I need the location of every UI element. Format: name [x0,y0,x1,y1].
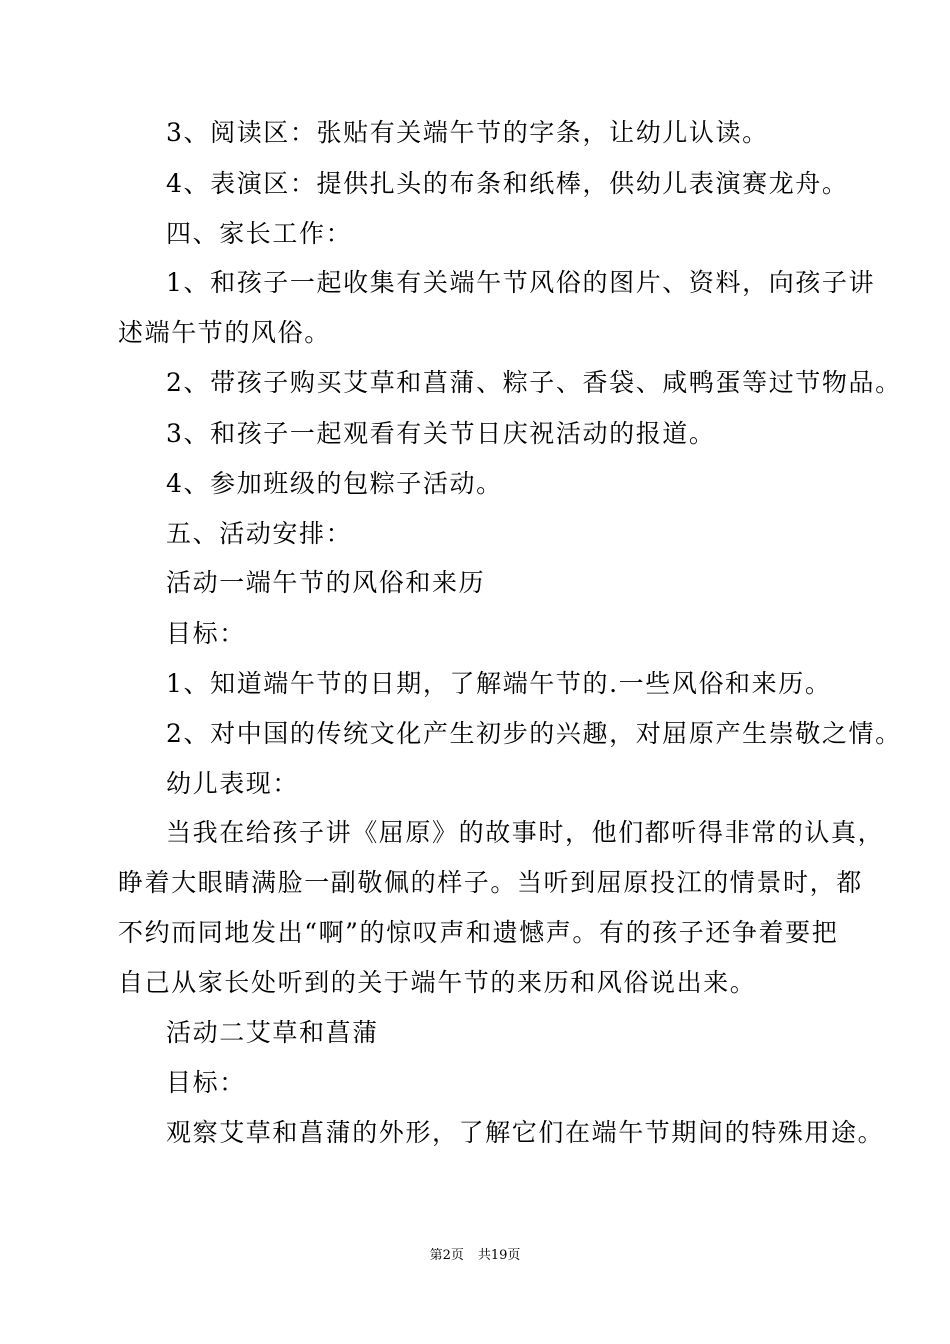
paragraph-line: 4、表演区：提供扎头的布条和纸棒，供幼儿表演赛龙舟。 [166,169,849,198]
subheading: 目标： [166,619,246,648]
section-heading: 四、家长工作： [166,219,353,248]
paragraph-line: 观察艾草和菖蒲的外形，了解它们在端午节期间的特殊用途。 [166,1118,885,1147]
activity-title: 活动二艾草和菖蒲 [166,1018,379,1047]
paragraph-line: 当我在给孩子讲《屈原》的故事时，他们都听得非常的认真， [166,818,885,847]
subheading: 幼儿表现： [166,769,300,798]
paragraph-line: 2、对中国的传统文化产生初步的兴趣，对屈原产生崇敬之情。 [166,719,902,748]
page-total: 共19页 [477,1248,521,1263]
paragraph-line: 2、带孩子购买艾草和菖蒲、粽子、香袋、咸鸭蛋等过节物品。 [166,368,902,397]
paragraph-line: 不约而同地发出“啊”的惊叹声和遗憾声。有的孩子还争着要把 [118,918,839,947]
page-footer [0,1247,950,1265]
paragraph-line: 自己从家长处听到的关于端午节的来历和风俗说出来。 [118,968,757,997]
paragraph-line: 3、阅读区：张贴有关端午节的字条，让幼儿认读。 [166,118,769,147]
subheading: 目标： [166,1068,246,1097]
paragraph-line: 4、参加班级的包粽子活动。 [166,469,503,498]
activity-title: 活动一端午节的风俗和来历 [166,568,486,597]
page-number: 第2页 [429,1248,464,1263]
paragraph-line: 述端午节的风俗。 [118,318,331,347]
paragraph-line: 1、知道端午节的日期，了解端午节的.一些风俗和来历。 [166,669,832,698]
paragraph-line: 3、和孩子一起观看有关节日庆祝活动的报道。 [166,419,716,448]
paragraph-line: 睁着大眼睛满脸一副敬佩的样子。当听到屈原投江的情景时，都 [118,868,863,897]
section-heading: 五、活动安排： [166,519,353,548]
paragraph-line: 1、和孩子一起收集有关端午节风俗的图片、资料，向孩子讲 [166,268,876,297]
